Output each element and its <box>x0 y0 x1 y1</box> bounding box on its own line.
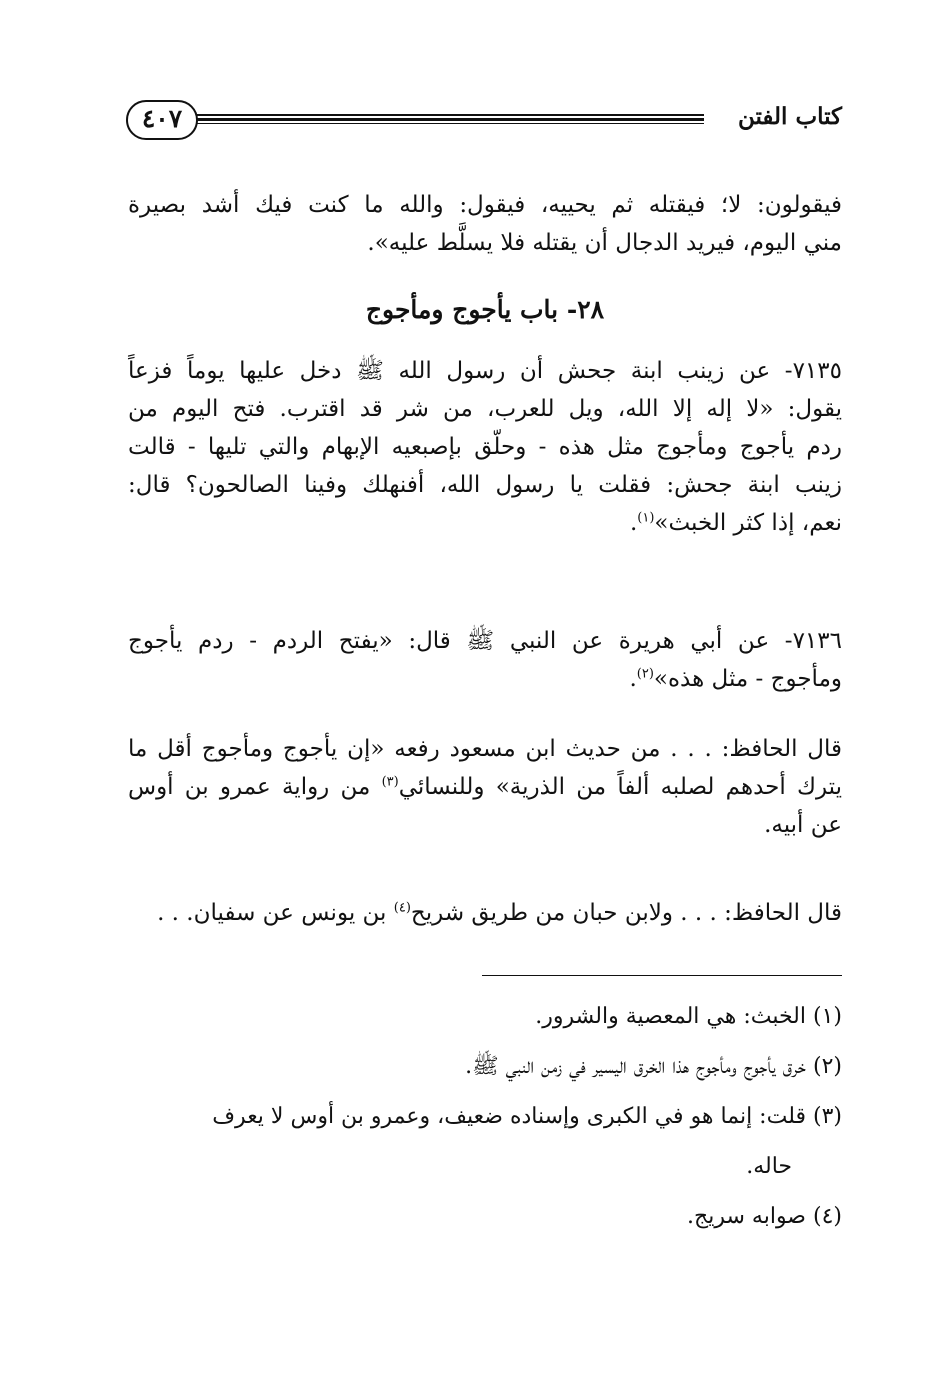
text-line: قال الحافظ: . . . ولابن حبان من طريق شريح$^{(٤)}$ بن يونس عن سفيان. . . <box>157 900 842 926</box>
footnote-ref: (٢) <box>636 666 654 682</box>
footnote-separator <box>482 975 842 976</box>
text-line: فيقولون: لا؛ فيقتله ثم يحييه، فيقول: والله ما كنت فيك أشد بصيرة <box>128 192 842 218</box>
text-line: نعم، إذا كثر الخبث»$^{(١)}$. <box>629 510 842 536</box>
footnotes <box>128 992 842 1242</box>
footnote-2: (٢) خرق يأجوج ومأجوج هذا الخرق اليسير في زمن النبي ﷺ. <box>465 1054 842 1079</box>
text-line: زينب ابنة جحش: فقلت يا رسول الله، أفنهلك وفينا الصالحون؟ قال: <box>128 472 842 498</box>
text-line: عن أبيه. <box>764 812 842 838</box>
text-line: قال الحافظ: . . . من حديث ابن مسعود رفعه «إن يأجوج ومأجوج أقل ما <box>128 736 842 762</box>
text-line: ومأجوج - مثل هذه»$^{(٢)}$. <box>629 666 842 692</box>
footnote-ref: (٣) <box>381 774 399 790</box>
commentary-2 <box>128 894 842 932</box>
paragraph-continuation <box>128 186 842 262</box>
text-line: مني اليوم، فيريد الدجال أن يقتله فلا يسلَّط عليه». <box>367 230 842 256</box>
chapter-heading: ٢٨- باب يأجوج ومأجوج <box>365 295 605 324</box>
commentary-1 <box>128 730 842 844</box>
footnote-1: (١) الخبث: هي المعصية والشرور. <box>535 1004 842 1029</box>
footnote-4: (٤) صوابه سريج. <box>687 1204 842 1229</box>
text-line: ردم يأجوج ومأجوج مثل هذه - وحلّق بإصبعيه الإبهام والتي تليها - قالت <box>128 434 842 460</box>
footnote-ref: (٤) <box>393 900 411 916</box>
page-number: ٤٠٧ <box>126 100 198 140</box>
text-line: يترك أحدهم لصلبه ألفاً من الذرية» وللنسائي$^{(٣)}$ من رواية عمرو بن أوس <box>128 774 842 800</box>
hadith-7136 <box>128 622 842 698</box>
footnote-ref: (١) <box>637 510 655 526</box>
page-header <box>126 100 842 156</box>
text-line: يقول: «لا إله إلا الله، ويل للعرب، من شر قد اقترب. فتح اليوم من <box>128 396 842 422</box>
text-line: ٧١٣٥- عن زينب ابنة جحش أن رسول الله ﷺ دخل عليها يوماً فزعاً <box>128 358 842 384</box>
running-title: كتاب الفتن <box>737 103 842 130</box>
hadith-7135 <box>128 352 842 542</box>
footnote-3: (٣) قلت: إنما هو في الكبرى وإسناده ضعيف، وعمرو بن أوس لا يعرف <box>212 1104 842 1129</box>
footnote-3-continuation: حاله. <box>746 1154 792 1179</box>
header-rule <box>196 114 704 124</box>
text-line: ٧١٣٦- عن أبي هريرة عن النبي ﷺ قال: «يفتح الردم - ردم يأجوج <box>128 628 842 654</box>
